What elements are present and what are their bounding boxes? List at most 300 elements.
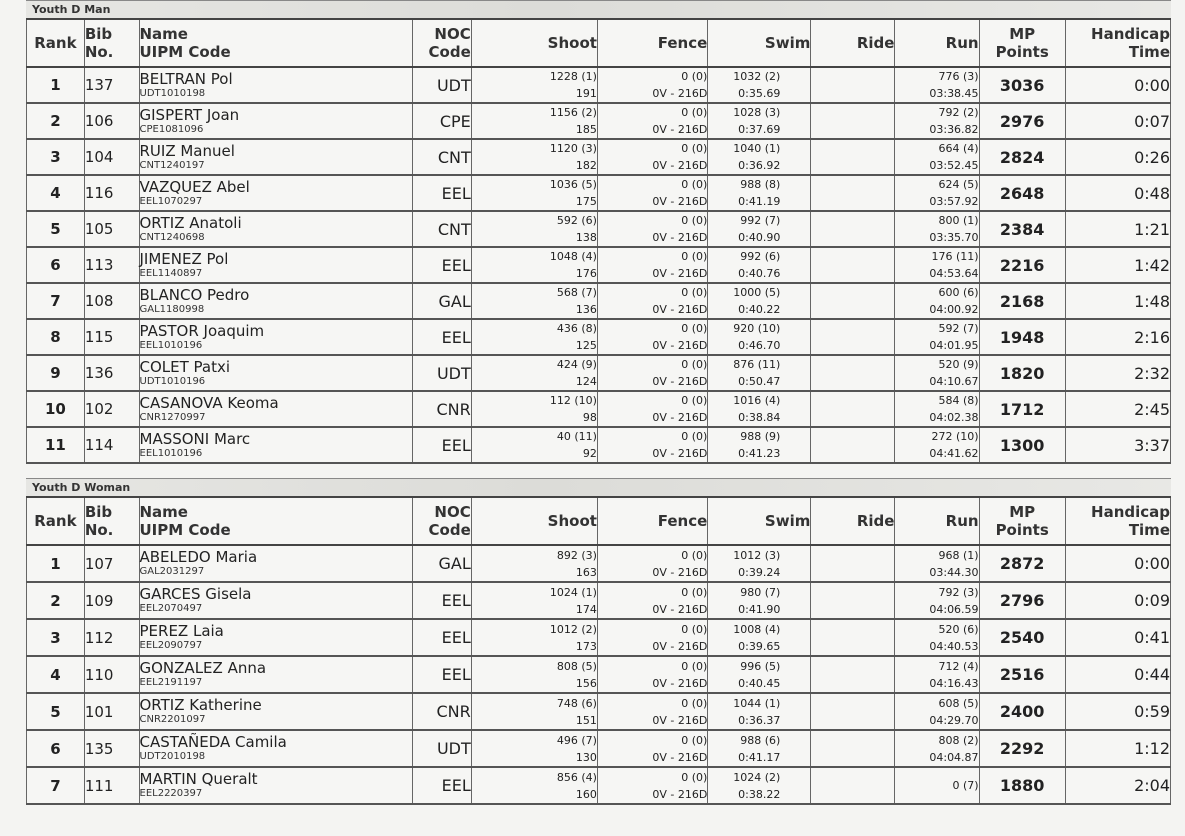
handicap-time-cell	[1065, 545, 1170, 582]
column-header-swim-label: Swim	[764, 34, 811, 52]
handicap-time-value: 0:07	[1134, 111, 1170, 131]
bib-number: 112	[84, 628, 114, 647]
handicap-time-cell	[1065, 391, 1170, 427]
athlete-cell	[139, 582, 412, 619]
section-youth-d-woman	[26, 478, 1171, 805]
table-row[interactable]	[27, 139, 1171, 175]
bib-cell	[84, 391, 139, 427]
noc-code: CNT	[437, 219, 471, 239]
athlete-cell	[139, 391, 412, 427]
swim-points: 1044 (1)	[733, 696, 781, 710]
noc-cell	[412, 247, 471, 283]
shoot-points: 1156 (2)	[549, 106, 597, 119]
ride-cell	[811, 656, 895, 693]
column-header-run[interactable]	[895, 498, 979, 545]
swim-points: 1000 (5)	[733, 286, 781, 299]
noc-code: UDT	[436, 363, 471, 383]
rank-value: 4	[50, 184, 61, 202]
mp-points-value: 2216	[999, 255, 1045, 275]
rank-cell	[27, 730, 85, 767]
fence-result: 0V - 216D	[652, 87, 708, 100]
handicap-time-cell	[1065, 693, 1170, 730]
rank-cell	[27, 693, 85, 730]
mp-points-cell	[979, 319, 1065, 355]
athlete-name: BLANCO Pedro	[139, 285, 250, 304]
table-row[interactable]	[27, 175, 1171, 211]
fence-cell	[597, 319, 707, 355]
ride-cell	[811, 283, 895, 319]
shoot-points: 424 (9)	[556, 358, 597, 371]
run-points: 800 (1)	[938, 214, 979, 227]
run-cell	[895, 103, 979, 139]
shoot-cell	[471, 247, 597, 283]
run-cell	[895, 619, 979, 656]
shoot-cell	[471, 619, 597, 656]
noc-cell	[412, 693, 471, 730]
uipm-code: UDT1010196	[139, 375, 206, 387]
rank-value: 11	[44, 436, 66, 454]
bib-cell	[84, 67, 139, 103]
mp-points-cell	[979, 211, 1065, 247]
run-time: 04:01.95	[929, 339, 979, 352]
swim-result: 0:41.17	[738, 750, 781, 764]
mp-points-cell	[979, 619, 1065, 656]
shoot-result: 185	[575, 123, 597, 136]
mp-points-value: 3036	[999, 75, 1045, 95]
rank-value: 7	[50, 776, 61, 795]
rank-cell	[27, 391, 85, 427]
swim-cell	[708, 139, 811, 175]
bib-cell	[84, 730, 139, 767]
results-table	[26, 20, 1171, 464]
swim-points: 980 (7)	[740, 585, 781, 599]
mp-points-value: 2516	[999, 665, 1045, 684]
fence-points: 0 (0)	[681, 770, 708, 784]
rank-cell	[27, 67, 85, 103]
fence-result: 0V - 216D	[652, 123, 708, 136]
run-cell	[895, 175, 979, 211]
table-row[interactable]	[27, 391, 1171, 427]
run-points: 176 (11)	[931, 250, 979, 263]
fence-result: 0V - 216D	[652, 602, 708, 616]
swim-cell	[708, 582, 811, 619]
bib-number: 111	[84, 776, 114, 795]
swim-points: 1028 (3)	[733, 106, 781, 119]
fence-cell	[597, 211, 707, 247]
uipm-code: UDT1010198	[139, 87, 206, 99]
athlete-name: GARCES Gisela	[139, 585, 252, 603]
rank-cell	[27, 175, 85, 211]
uipm-code: EEL2191197	[139, 677, 203, 688]
swim-points: 920 (10)	[733, 322, 781, 335]
run-time: 03:38.45	[929, 87, 979, 100]
column-header-name-line1: Name	[139, 503, 188, 521]
run-time: 04:41.62	[929, 447, 979, 460]
handicap-time-value: 1:48	[1134, 291, 1170, 311]
fence-cell	[597, 67, 707, 103]
column-header-mp-points-line1: MP	[1009, 25, 1036, 43]
column-header-fence[interactable]	[597, 498, 707, 545]
handicap-time-cell	[1065, 427, 1170, 463]
column-header-mp-points[interactable]	[979, 20, 1065, 67]
column-header-name-line2: UIPM Code	[139, 43, 231, 61]
shoot-cell	[471, 103, 597, 139]
noc-code: EEL	[441, 435, 471, 455]
swim-cell	[708, 103, 811, 139]
handicap-time-value: 0:41	[1134, 628, 1170, 647]
ride-cell	[811, 319, 895, 355]
handicap-time-value: 2:32	[1134, 363, 1170, 383]
mp-points-value: 1300	[999, 435, 1045, 455]
table-row[interactable]	[27, 545, 1171, 582]
noc-cell	[412, 391, 471, 427]
handicap-time-value: 1:42	[1134, 255, 1170, 275]
mp-points-value: 2976	[999, 111, 1045, 131]
section-youth-d-man	[26, 0, 1171, 464]
bib-cell	[84, 175, 139, 211]
swim-points: 876 (11)	[733, 358, 781, 371]
rank-value: 9	[50, 364, 61, 382]
run-time: 04:16.43	[929, 676, 979, 690]
bib-number: 108	[84, 292, 114, 310]
bib-number: 104	[84, 148, 114, 166]
handicap-time-cell	[1065, 619, 1170, 656]
shoot-cell	[471, 67, 597, 103]
shoot-points: 1228 (1)	[549, 70, 597, 83]
shoot-result: 125	[575, 339, 597, 352]
results-table	[26, 498, 1171, 805]
bib-cell	[84, 545, 139, 582]
column-header-name[interactable]	[139, 20, 412, 67]
fence-result: 0V - 216D	[652, 750, 708, 764]
fence-cell	[597, 175, 707, 211]
table-row[interactable]	[27, 67, 1171, 103]
swim-result: 0:38.22	[738, 787, 781, 801]
shoot-points: 1036 (5)	[549, 178, 597, 191]
fence-result: 0V - 216D	[652, 447, 708, 460]
fence-points: 0 (0)	[681, 358, 708, 371]
handicap-time-cell	[1065, 582, 1170, 619]
swim-points: 1032 (2)	[733, 70, 781, 83]
athlete-cell	[139, 103, 412, 139]
shoot-points: 496 (7)	[556, 733, 597, 747]
column-header-rank[interactable]	[27, 498, 85, 545]
fence-result: 0V - 216D	[652, 375, 708, 388]
rank-value: 5	[50, 220, 61, 238]
shoot-cell	[471, 355, 597, 391]
column-header-handicap-time[interactable]	[1065, 20, 1170, 67]
column-header-handicap-time-line1: Handicap	[1091, 503, 1170, 521]
column-header-noc-line1: NOC	[434, 25, 471, 43]
shoot-points: 808 (5)	[556, 659, 597, 673]
shoot-cell	[471, 139, 597, 175]
handicap-time-value: 1:12	[1134, 739, 1170, 758]
swim-cell	[708, 656, 811, 693]
fence-cell	[597, 283, 707, 319]
uipm-code: GAL1180998	[139, 303, 205, 315]
run-cell	[895, 545, 979, 582]
handicap-time-value: 0:44	[1134, 665, 1170, 684]
rank-cell	[27, 767, 85, 804]
mp-points-value: 2292	[999, 739, 1045, 758]
table-row[interactable]	[27, 319, 1171, 355]
run-time: 03:57.92	[929, 195, 979, 208]
athlete-cell	[139, 656, 412, 693]
swim-result: 0:41.23	[738, 447, 781, 460]
mp-points-value: 1948	[999, 327, 1045, 347]
table-row[interactable]	[27, 427, 1171, 463]
shoot-points: 436 (8)	[556, 322, 597, 335]
column-header-shoot[interactable]	[471, 498, 597, 545]
bib-cell	[84, 427, 139, 463]
table-row[interactable]	[27, 355, 1171, 391]
ride-cell	[811, 427, 895, 463]
column-header-handicap-time-line2: Time	[1128, 521, 1170, 539]
table-row[interactable]	[27, 693, 1171, 730]
table-row[interactable]	[27, 283, 1171, 319]
mp-points-cell	[979, 175, 1065, 211]
swim-points: 1040 (1)	[733, 142, 781, 155]
athlete-name: PASTOR Joaquim	[139, 321, 265, 340]
fence-result: 0V - 216D	[652, 159, 708, 172]
table-row[interactable]	[27, 767, 1171, 804]
bib-number: 105	[84, 220, 114, 238]
athlete-name: RUIZ Manuel	[139, 141, 235, 160]
shoot-points: 1024 (1)	[549, 585, 597, 599]
run-points: 968 (1)	[938, 548, 979, 562]
mp-points-cell	[979, 103, 1065, 139]
handicap-time-cell	[1065, 656, 1170, 693]
rank-value: 5	[50, 702, 61, 721]
athlete-name: ABELEDO Maria	[139, 548, 258, 566]
athlete-name: PEREZ Laia	[139, 622, 224, 640]
column-header-rank[interactable]	[27, 20, 85, 67]
athlete-cell	[139, 319, 412, 355]
fence-result: 0V - 216D	[652, 303, 708, 316]
shoot-cell	[471, 175, 597, 211]
run-points: 520 (9)	[938, 358, 979, 371]
shoot-cell	[471, 656, 597, 693]
ride-cell	[811, 693, 895, 730]
swim-cell	[708, 391, 811, 427]
column-header-bib-line2: No.	[84, 43, 114, 61]
run-points: 608 (5)	[938, 696, 979, 710]
ride-cell	[811, 767, 895, 804]
bib-number: 137	[84, 76, 114, 94]
bib-number: 109	[84, 591, 114, 610]
column-header-handicap-time[interactable]	[1065, 498, 1170, 545]
ride-cell	[811, 103, 895, 139]
column-header-ride[interactable]	[811, 498, 895, 545]
ride-cell	[811, 391, 895, 427]
uipm-code: EEL2090797	[139, 640, 203, 651]
column-header-run-label: Run	[945, 512, 979, 530]
athlete-cell	[139, 211, 412, 247]
handicap-time-value: 2:16	[1134, 327, 1170, 347]
swim-cell	[708, 767, 811, 804]
table-row[interactable]	[27, 656, 1171, 693]
mp-points-cell	[979, 283, 1065, 319]
column-header-swim[interactable]	[708, 20, 811, 67]
column-header-shoot-label: Shoot	[547, 512, 597, 530]
column-header-fence[interactable]	[597, 20, 707, 67]
noc-cell	[412, 211, 471, 247]
athlete-cell	[139, 730, 412, 767]
athlete-cell	[139, 67, 412, 103]
run-cell	[895, 656, 979, 693]
rank-value: 1	[50, 76, 61, 94]
shoot-result: 176	[575, 267, 597, 280]
swim-cell	[708, 67, 811, 103]
swim-points: 992 (7)	[740, 214, 781, 227]
mp-points-cell	[979, 247, 1065, 283]
fence-cell	[597, 427, 707, 463]
fence-result: 0V - 216D	[652, 339, 708, 352]
shoot-result: 151	[575, 713, 597, 727]
athlete-name: MARTIN Queralt	[139, 770, 258, 788]
fence-result: 0V - 216D	[652, 195, 708, 208]
fence-result: 0V - 216D	[652, 787, 708, 801]
noc-cell	[412, 427, 471, 463]
rank-cell	[27, 355, 85, 391]
rank-value: 4	[50, 665, 61, 684]
noc-code: CPE	[439, 111, 471, 131]
athlete-name: VAZQUEZ Abel	[139, 177, 250, 196]
table-row[interactable]	[27, 211, 1171, 247]
uipm-code: GAL2031297	[139, 566, 205, 577]
swim-result: 0:39.24	[738, 565, 781, 579]
column-header-bib-line1: Bib	[84, 25, 113, 43]
uipm-code: CNR2201097	[139, 714, 206, 725]
noc-code: EEL	[441, 628, 471, 647]
handicap-time-value: 0:48	[1134, 183, 1170, 203]
column-header-ride[interactable]	[811, 20, 895, 67]
mp-points-value: 2796	[999, 591, 1045, 610]
swim-cell	[708, 730, 811, 767]
fence-result: 0V - 216D	[652, 676, 708, 690]
shoot-cell	[471, 582, 597, 619]
noc-cell	[412, 283, 471, 319]
bib-number: 135	[84, 739, 114, 758]
table-row[interactable]	[27, 247, 1171, 283]
column-header-mp-points-line2: Points	[995, 521, 1049, 539]
bib-cell	[84, 139, 139, 175]
table-row[interactable]	[27, 582, 1171, 619]
section-title: Youth D Man	[26, 0, 1171, 20]
ride-cell	[811, 582, 895, 619]
section-title: Youth D Woman	[26, 478, 1171, 498]
noc-cell	[412, 656, 471, 693]
noc-cell	[412, 319, 471, 355]
bib-number: 110	[84, 665, 114, 684]
table-row[interactable]	[27, 619, 1171, 656]
noc-code: CNR	[436, 702, 471, 721]
fence-points: 0 (0)	[681, 178, 708, 191]
uipm-code: CNT1240698	[139, 231, 205, 243]
fence-cell	[597, 247, 707, 283]
fence-points: 0 (0)	[681, 622, 708, 636]
athlete-name: CASTAÑEDA Camila	[139, 733, 287, 751]
run-points: 808 (2)	[938, 733, 979, 747]
column-header-name[interactable]	[139, 498, 412, 545]
swim-points: 992 (6)	[740, 250, 781, 263]
column-header-mp-points-line1: MP	[1009, 503, 1036, 521]
run-cell	[895, 283, 979, 319]
table-row[interactable]	[27, 730, 1171, 767]
column-header-swim[interactable]	[708, 498, 811, 545]
run-time: 04:00.92	[929, 303, 979, 316]
fence-points: 0 (0)	[681, 394, 708, 407]
table-row[interactable]	[27, 103, 1171, 139]
noc-code: EEL	[441, 665, 471, 684]
column-header-noc[interactable]	[412, 498, 471, 545]
ride-cell	[811, 545, 895, 582]
rank-value: 8	[50, 328, 61, 346]
bib-cell	[84, 103, 139, 139]
run-points: 792 (2)	[938, 106, 979, 119]
shoot-result: 92	[582, 447, 597, 460]
swim-points: 988 (9)	[740, 430, 781, 443]
ride-cell	[811, 211, 895, 247]
noc-code: UDT	[436, 739, 471, 758]
ride-cell	[811, 355, 895, 391]
column-header-swim-label: Swim	[764, 512, 811, 530]
noc-cell	[412, 355, 471, 391]
shoot-result: 156	[575, 676, 597, 690]
swim-cell	[708, 247, 811, 283]
shoot-points: 1120 (3)	[549, 142, 597, 155]
column-header-mp-points[interactable]	[979, 498, 1065, 545]
ride-cell	[811, 730, 895, 767]
column-header-fence-label: Fence	[657, 34, 708, 52]
mp-points-cell	[979, 355, 1065, 391]
run-points: 0 (7)	[952, 779, 979, 792]
column-header-bib[interactable]	[84, 498, 139, 545]
handicap-time-value: 0:00	[1134, 554, 1170, 573]
column-header-run[interactable]	[895, 20, 979, 67]
swim-result: 0:40.90	[738, 231, 781, 244]
athlete-name: ORTIZ Katherine	[139, 696, 262, 714]
shoot-cell	[471, 767, 597, 804]
athlete-name: ORTIZ Anatoli	[139, 213, 242, 232]
column-header-bib[interactable]	[84, 20, 139, 67]
rank-value: 10	[44, 400, 66, 418]
handicap-time-cell	[1065, 355, 1170, 391]
shoot-cell	[471, 211, 597, 247]
bib-number: 107	[84, 554, 114, 573]
shoot-result: 191	[575, 87, 597, 100]
column-header-noc[interactable]	[412, 20, 471, 67]
fence-result: 0V - 216D	[652, 639, 708, 653]
column-header-shoot[interactable]	[471, 20, 597, 67]
run-cell	[895, 767, 979, 804]
mp-points-value: 1820	[999, 363, 1045, 383]
run-time: 03:35.70	[929, 231, 979, 244]
ride-cell	[811, 139, 895, 175]
rank-cell	[27, 319, 85, 355]
bib-cell	[84, 319, 139, 355]
athlete-cell	[139, 175, 412, 211]
noc-cell	[412, 139, 471, 175]
shoot-cell	[471, 283, 597, 319]
mp-points-value: 2168	[999, 291, 1045, 311]
shoot-result: 130	[575, 750, 597, 764]
shoot-cell	[471, 427, 597, 463]
run-cell	[895, 730, 979, 767]
bib-number: 116	[84, 184, 114, 202]
fence-result: 0V - 216D	[652, 411, 708, 424]
athlete-cell	[139, 767, 412, 804]
